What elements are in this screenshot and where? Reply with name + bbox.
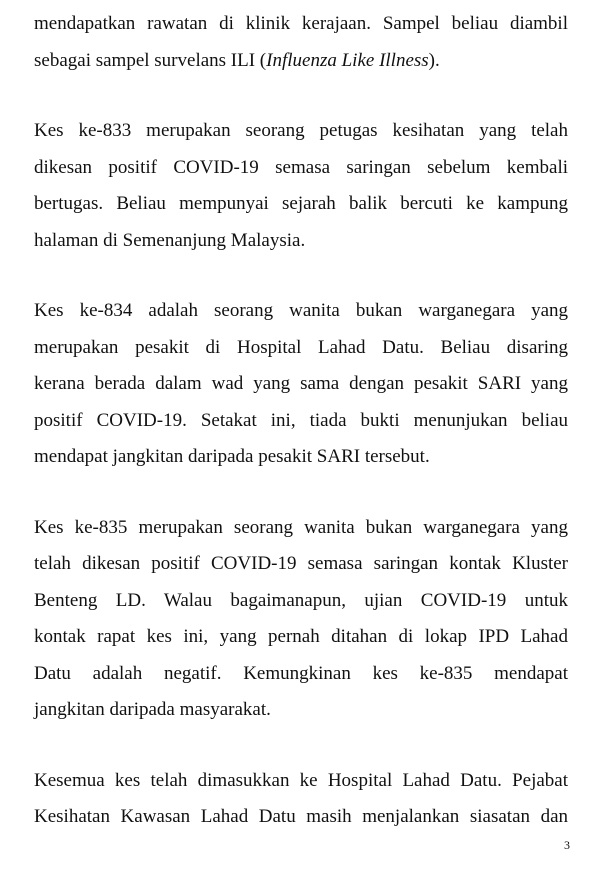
text-line: bertugas. Beliau mempunyai sejarah balik bercuti ke kampung [34, 193, 568, 214]
document-body [34, 6, 568, 870]
text-line: Kes ke-835 merupakan seorang wanita bukan warganegara yang [34, 516, 568, 538]
text-line: halaman di Semenanjung Malaysia. [34, 229, 306, 251]
text-line: kerana berada dalam wad yang sama dengan pesakit SARI yang [34, 373, 568, 394]
text-line: Kes ke-833 merupakan seorang petugas kesihatan yang telah [34, 120, 568, 141]
text-line: Benteng LD. Walau bagaimanapun, ujian COVID-19 untuk [34, 589, 568, 611]
text-line: Kesemua kes telah dimasukkan ke Hospital Lahad Datu. Pejabat [34, 769, 568, 791]
text-line: mendapatkan rawatan di klinik kerajaan. Sampel beliau diambil [34, 13, 568, 34]
paragraph-ili-sample [34, 6, 568, 79]
paragraph-case-834 [34, 293, 568, 476]
text-line: Datu adalah negatif. Kemungkinan kes ke-835 mendapat [34, 662, 568, 684]
paragraph-case-833 [34, 113, 568, 259]
text-line: kontak rapat kes ini, yang pernah ditahan di lokap IPD Lahad [34, 626, 568, 647]
text-line: Kesihatan Kawasan Lahad Datu masih menjalankan siasatan dan [34, 806, 568, 827]
text-line: mendapat jangkitan daripada pesakit SARI tersebut. [34, 446, 430, 467]
page-number: 3 [564, 838, 570, 852]
paragraph-hospital-admission [34, 763, 568, 836]
text-line: jangkitan daripada masyarakat. [34, 699, 271, 720]
text-line: telah dikesan positif COVID-19 semasa saringan kontak Kluster [34, 553, 568, 574]
text-fragment: ). [428, 49, 440, 71]
text-line: positif COVID-19. Setakat ini, tiada bukti menunjukan beliau [34, 409, 568, 431]
text-line: merupakan pesakit di Hospital Lahad Datu. Beliau disaring [34, 336, 568, 358]
text-line [34, 43, 568, 80]
paragraph-case-835 [34, 510, 568, 729]
text-fragment: sebagai sampel survelans ILI ( [34, 49, 267, 71]
text-line: Kes ke-834 adalah seorang wanita bukan warganegara yang [34, 300, 568, 321]
text-line: dikesan positif COVID-19 semasa saringan sebelum kembali [34, 156, 568, 178]
italic-term: Influenza Like Illness [266, 49, 429, 71]
